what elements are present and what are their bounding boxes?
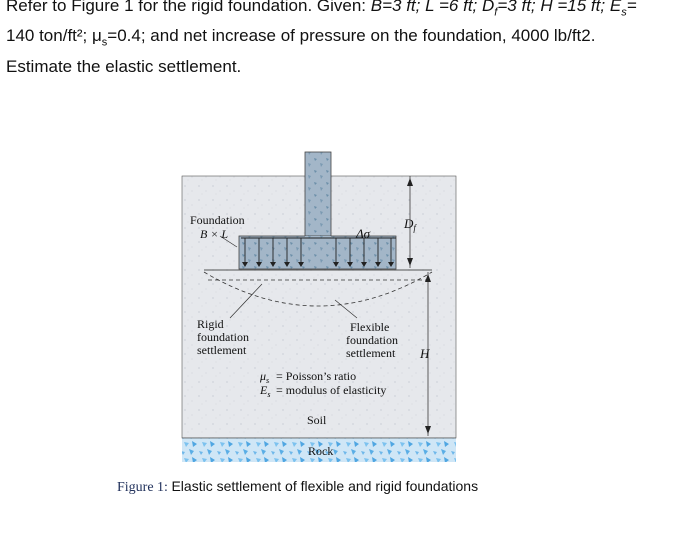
given-es-eq: = — [626, 0, 637, 15]
df-label: $D_f$ — [404, 216, 416, 233]
mu-symbol: $\mu_s$ — [260, 369, 270, 385]
foundation-dimensions-label: B × L — [200, 227, 229, 241]
flexible-label-1: Flexible — [350, 320, 390, 334]
column-footing-joint — [305, 236, 331, 246]
flexible-label-2: foundation — [346, 333, 398, 347]
given-b: B=3 ft; — [370, 0, 421, 15]
e-symbol: $E_s$ — [260, 383, 271, 399]
e-definition: = modulus of elasticity — [276, 383, 387, 397]
rigid-label-2: foundation — [197, 330, 249, 344]
rigid-label-3: settlement — [197, 343, 247, 357]
h-label: H — [420, 346, 430, 361]
problem-line-2-rest: =0.4; and net increase of pressure on the foundation, 4000 lb/ft2. — [107, 26, 596, 46]
delta-sigma-label: Δσ — [356, 226, 371, 241]
given-h: H =15 ft; — [540, 0, 606, 15]
problem-line-1-text: Refer to Figure 1 for the rigid foundation. Given: — [6, 0, 371, 15]
given-l: L =6 ft; — [425, 0, 478, 15]
soil-label: Soil — [307, 413, 327, 427]
given-es: $E_s=$ — [610, 0, 637, 15]
figure-caption — [117, 478, 478, 496]
flexible-label-3: settlement — [346, 346, 396, 360]
rigid-label-1: Rigid — [197, 317, 224, 331]
given-df: $D_f=3$ ft; — [482, 0, 536, 15]
foundation-label: Foundation — [190, 213, 245, 227]
rock-label: Rock — [308, 444, 334, 458]
given-df-value: =3 ft; — [497, 0, 536, 15]
mu-sub: s — [101, 36, 108, 49]
problem-line-2-text: 140 ton/ft²; μ — [6, 26, 102, 46]
problem-line-3: Estimate the elastic settlement. — [6, 56, 242, 76]
caption-text: Elastic settlement of flexible and rigid foundations — [171, 478, 479, 494]
caption-label: Figure 1: — [117, 480, 168, 495]
mu-definition: = Poisson’s ratio — [276, 369, 357, 383]
